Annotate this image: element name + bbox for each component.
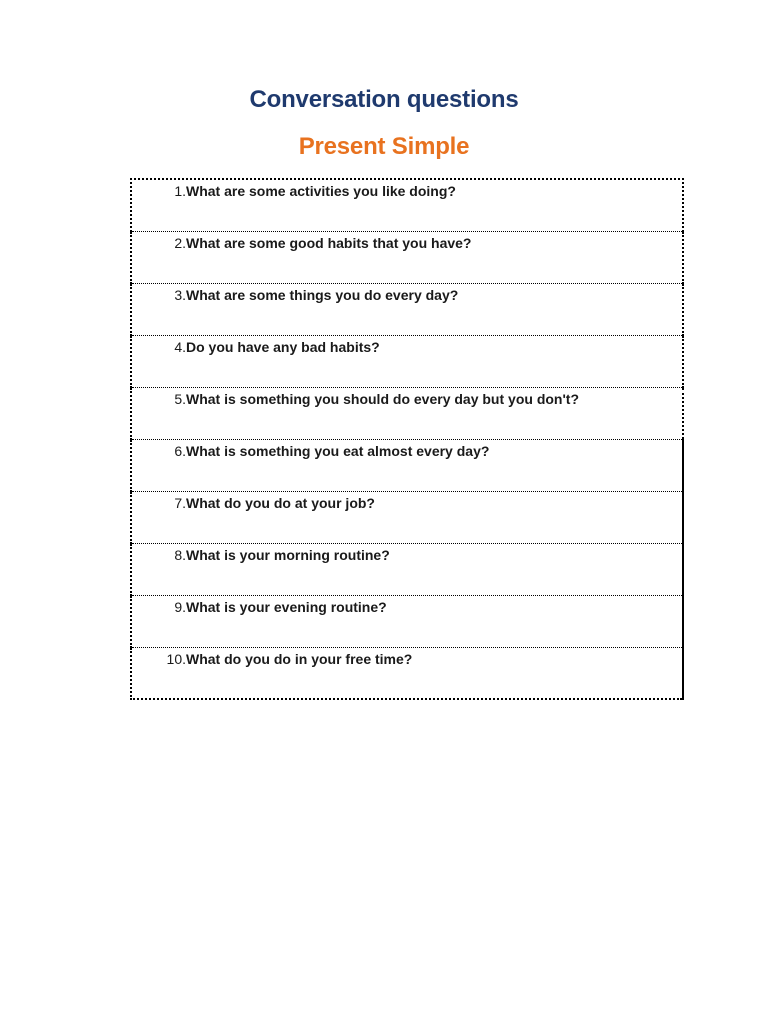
question-text: Do you have any bad habits? (186, 338, 380, 355)
question-number: 3. (174, 286, 186, 303)
question-cell (131, 179, 683, 231)
question-number: 6. (174, 442, 186, 459)
table-row (131, 595, 683, 647)
question-cell (131, 543, 683, 595)
question-number: 7. (174, 494, 186, 511)
page-title: Conversation questions (249, 86, 519, 113)
table-row (131, 647, 683, 699)
question-number: 10. (166, 650, 186, 667)
question-text: What do you do in your free time? (186, 650, 413, 667)
table-row (131, 231, 683, 283)
table-row (131, 387, 683, 439)
question-text: What do you do at your job? (186, 494, 375, 511)
question-number: 5. (174, 390, 186, 407)
questions-table (130, 178, 684, 700)
question-cell (131, 387, 683, 439)
question-cell (131, 283, 683, 335)
question-number: 4. (174, 338, 186, 355)
question-cell (131, 231, 683, 283)
question-text: What is your morning routine? (186, 546, 390, 563)
table-row (131, 543, 683, 595)
question-cell (131, 647, 683, 699)
question-text: What is your evening routine? (186, 598, 387, 615)
question-number: 1. (174, 183, 186, 199)
question-text: What is something you should do every day but you don't? (186, 390, 580, 407)
question-text: What are some things you do every day? (186, 286, 459, 303)
question-number: 2. (174, 234, 186, 251)
question-cell (131, 595, 683, 647)
question-text: What are some good habits that you have? (186, 234, 472, 251)
question-text: What is something you eat almost every day? (186, 442, 490, 459)
table-row (131, 491, 683, 543)
question-cell (131, 439, 683, 491)
table-row (131, 439, 683, 491)
question-cell (131, 335, 683, 387)
table-row (131, 335, 683, 387)
table-row (131, 283, 683, 335)
question-text: What are some activities you like doing? (186, 183, 456, 199)
question-number: 9. (174, 598, 186, 615)
page-subtitle: Present Simple (298, 133, 470, 160)
question-cell (131, 491, 683, 543)
table-row (131, 179, 683, 231)
question-number: 8. (174, 546, 186, 563)
